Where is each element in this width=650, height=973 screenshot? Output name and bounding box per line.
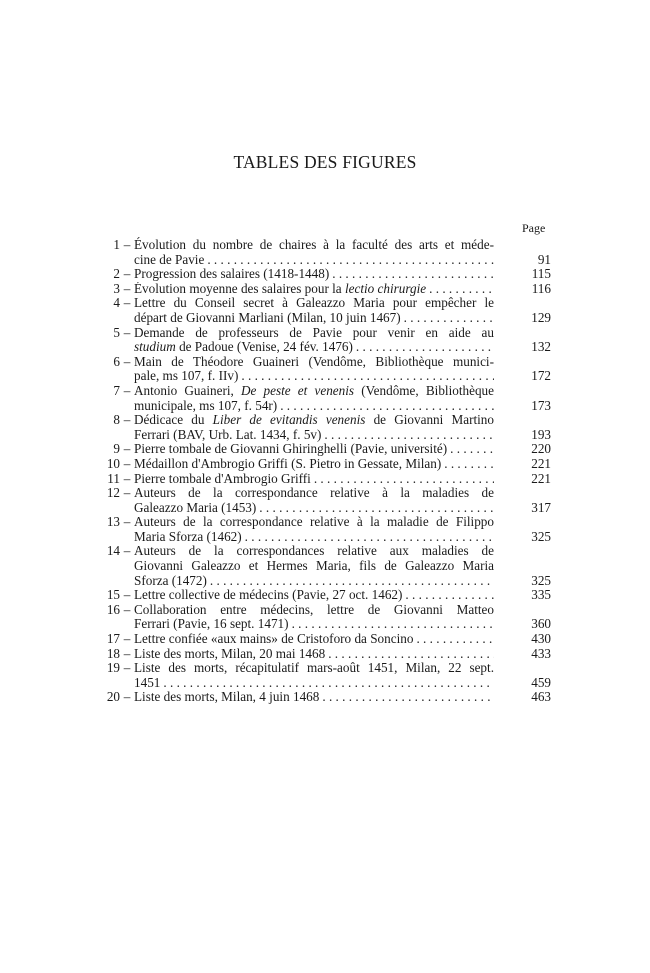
page-number: 360	[531, 616, 551, 632]
page-number: 173	[531, 397, 551, 413]
figure-number: 18	[106, 645, 120, 661]
page-number: 325	[531, 528, 551, 544]
figure-entry	[86, 486, 551, 515]
figure-caption	[134, 282, 494, 297]
figure-entry	[86, 544, 551, 588]
page-number: 430	[531, 631, 551, 647]
figure-caption-line: Lettre du Conseil secret à Galeazzo Maria pour empêcher le	[134, 295, 494, 311]
dash-separator: –	[123, 660, 131, 676]
dot-leader	[256, 501, 494, 516]
dot-leader	[321, 428, 494, 443]
dot-leader	[319, 690, 494, 705]
dot-leader	[402, 588, 494, 603]
figure-caption	[134, 647, 494, 662]
figure-number: 12	[106, 485, 120, 501]
figure-entry	[86, 661, 551, 690]
figure-caption-line: départ de Giovanni Marliani (Milan, 10 juin 1467)	[134, 310, 401, 325]
figure-entry	[86, 296, 551, 325]
dash-separator: –	[123, 631, 131, 647]
figure-entry	[86, 588, 551, 603]
dot-leader	[277, 399, 494, 414]
figure-number: 4	[113, 295, 120, 311]
dash-separator: –	[123, 601, 131, 617]
figure-caption	[134, 238, 494, 267]
figure-entry	[86, 384, 551, 413]
figure-number: 13	[106, 514, 120, 530]
dash-separator: –	[123, 382, 131, 398]
figure-number: 8	[113, 412, 120, 428]
figure-entry	[86, 238, 551, 267]
figure-number: 20	[106, 689, 120, 705]
figure-caption-line: Liste des morts, Milan, 4 juin 1468	[134, 690, 320, 705]
figure-entry	[86, 326, 551, 355]
page-number: 317	[531, 499, 551, 515]
dot-leader	[329, 267, 494, 282]
dash-separator: –	[123, 455, 131, 471]
dot-leader	[441, 457, 494, 472]
figure-caption	[134, 457, 494, 472]
figure-entry	[86, 603, 551, 632]
page-number: 132	[531, 339, 551, 355]
figure-number: 10	[106, 455, 120, 471]
figure-caption-line: Main de Théodore Guaineri (Vendôme, Bibliothèque munici-	[134, 353, 494, 369]
figure-caption-line: Collaboration entre médecins, lettre de Giovanni Matteo	[134, 601, 494, 617]
figure-caption	[134, 384, 494, 413]
dot-leader	[447, 442, 494, 457]
figure-caption-line: Médaillon d'Ambrogio Griffi (S. Pietro in Gessate, Milan)	[134, 456, 442, 471]
figure-caption	[134, 267, 494, 282]
figure-caption-line: 1451	[134, 675, 161, 690]
dash-separator: –	[123, 441, 131, 457]
dot-leader	[289, 617, 494, 632]
figure-number: 1	[113, 237, 120, 252]
figure-caption-line: Pierre tombale d'Ambrogio Griffi	[134, 471, 311, 486]
dot-leader	[160, 676, 494, 691]
figure-entry	[86, 442, 551, 457]
figure-caption-line: Sforza (1472)	[134, 573, 207, 588]
dash-separator: –	[123, 266, 131, 282]
figure-caption-line: Galeazzo Maria (1453)	[134, 500, 257, 515]
figure-caption	[134, 413, 494, 442]
dot-leader	[413, 632, 494, 647]
figure-caption	[134, 442, 494, 457]
figure-number: 7	[113, 382, 120, 398]
figure-entry	[86, 632, 551, 647]
figure-caption-line: pale, ms 107, f. IIv)	[134, 369, 239, 384]
figure-caption-line: Liste des morts, Milan, 20 mai 1468	[134, 646, 326, 661]
dash-separator: –	[123, 237, 131, 252]
page-number: 220	[531, 441, 551, 457]
figure-caption-line: Antonio Guaineri, De peste et venenis (Vendôme, Bibliothèque	[134, 382, 494, 398]
dash-separator: –	[123, 689, 131, 705]
figure-caption	[134, 515, 494, 544]
dash-separator: –	[123, 587, 131, 603]
page-number: 115	[531, 266, 551, 282]
dash-separator: –	[123, 295, 131, 311]
dash-separator: –	[123, 645, 131, 661]
figure-entry	[86, 647, 551, 662]
page-column-label: Page	[522, 221, 546, 235]
figure-caption-line: municipale, ms 107, f. 54r)	[134, 398, 278, 413]
figure-number: 6	[113, 353, 120, 369]
figure-entry	[86, 457, 551, 472]
figure-caption	[134, 326, 494, 355]
figure-list	[86, 238, 551, 705]
page-number: 172	[531, 368, 551, 384]
dash-separator: –	[123, 485, 131, 501]
figure-number: 9	[113, 441, 120, 457]
figure-entry	[86, 690, 551, 705]
dash-separator: –	[123, 280, 131, 296]
dot-leader	[311, 472, 494, 487]
figure-number: 11	[107, 470, 120, 486]
figure-caption-line: Évolution moyenne des salaires pour la lectio chirurgie	[134, 281, 427, 296]
figure-caption	[134, 472, 494, 487]
figure-caption	[134, 632, 494, 647]
figure-entry	[86, 267, 551, 282]
figure-caption-line: Liste des morts, récapitulatif mars-août 1451, Milan, 22 sept.	[134, 660, 494, 676]
page-number: 433	[531, 645, 551, 661]
figure-number: 14	[106, 543, 120, 559]
dot-leader	[242, 530, 494, 545]
figure-caption-line: Dédicace du Liber de evitandis venenis de Giovanni Martino	[134, 412, 494, 428]
page-number: 463	[531, 689, 551, 705]
figure-entry	[86, 515, 551, 544]
dot-leader	[353, 340, 494, 355]
figure-caption-line: Maria Sforza (1462)	[134, 529, 242, 544]
page-number: 129	[531, 309, 551, 325]
figure-caption	[134, 661, 494, 690]
figure-number: 5	[113, 324, 120, 340]
figure-caption	[134, 296, 494, 325]
page-number: 221	[531, 455, 551, 471]
figure-caption-line: Pierre tombale de Giovanni Ghiringhelli (Pavie, université)	[134, 442, 448, 457]
figure-caption-line: Lettre collective de médecins (Pavie, 27 oct. 1462)	[134, 588, 403, 603]
figure-entry	[86, 355, 551, 384]
figure-caption	[134, 603, 494, 632]
figure-caption	[134, 544, 494, 588]
figure-number: 3	[113, 280, 120, 296]
figure-caption-line: Auteurs de la correspondance relative à la maladie de Filippo	[134, 514, 494, 530]
dash-separator: –	[123, 543, 131, 559]
page-number: 221	[531, 470, 551, 486]
dot-leader	[238, 369, 494, 384]
page-number: 193	[531, 426, 551, 442]
figure-caption	[134, 355, 494, 384]
figure-caption-line: Progression des salaires (1418-1448)	[134, 267, 330, 282]
dash-separator: –	[123, 470, 131, 486]
figure-number: 15	[106, 587, 120, 603]
figure-caption	[134, 486, 494, 515]
page-number: 325	[531, 572, 551, 588]
figure-caption-line: cine de Pavie	[134, 252, 205, 267]
page-number: 91	[537, 251, 551, 267]
dash-separator: –	[123, 324, 131, 340]
figure-entry	[86, 413, 551, 442]
figure-caption-line: Évolution du nombre de chaires à la faculté des arts et méde-	[134, 237, 494, 252]
page-number: 459	[531, 674, 551, 690]
figure-caption-line: Lettre confiée «aux mains» de Cristoforo da Soncino	[134, 632, 414, 647]
figure-caption	[134, 690, 494, 705]
dot-leader	[207, 574, 494, 589]
dot-leader	[426, 282, 494, 297]
page-title: TABLES DES FIGURES	[233, 152, 417, 172]
figure-caption-line: Ferrari (BAV, Urb. Lat. 1434, f. 5v)	[134, 427, 322, 442]
figure-caption-line: Auteurs de la correspondances relative aux maladies de	[134, 543, 494, 559]
figure-caption-line: studium de Padoue (Venise, 24 fév. 1476)	[134, 340, 353, 355]
figure-entry	[86, 282, 551, 297]
dot-leader	[204, 253, 494, 268]
figure-number: 16	[106, 601, 120, 617]
figure-caption-line: Demande de professeurs de Pavie pour venir en aide au	[134, 324, 494, 340]
figure-caption	[134, 588, 494, 603]
figure-caption-line: Ferrari (Pavie, 16 sept. 1471)	[134, 617, 289, 632]
figure-number: 17	[106, 631, 120, 647]
page-number: 335	[531, 587, 551, 603]
figure-number: 19	[106, 660, 120, 676]
figure-entry	[86, 472, 551, 487]
dash-separator: –	[123, 412, 131, 428]
figure-number: 2	[113, 266, 120, 282]
dash-separator: –	[123, 514, 131, 530]
dot-leader	[325, 647, 494, 662]
page-number: 116	[531, 280, 551, 296]
figure-caption-line: Auteurs de la correspondance relative à la maladies de	[134, 485, 494, 501]
dash-separator: –	[123, 353, 131, 369]
figure-caption-line: Giovanni Galeazzo et Hermes Maria, fils de Galeazzo Maria	[134, 558, 494, 574]
dot-leader	[401, 311, 494, 326]
